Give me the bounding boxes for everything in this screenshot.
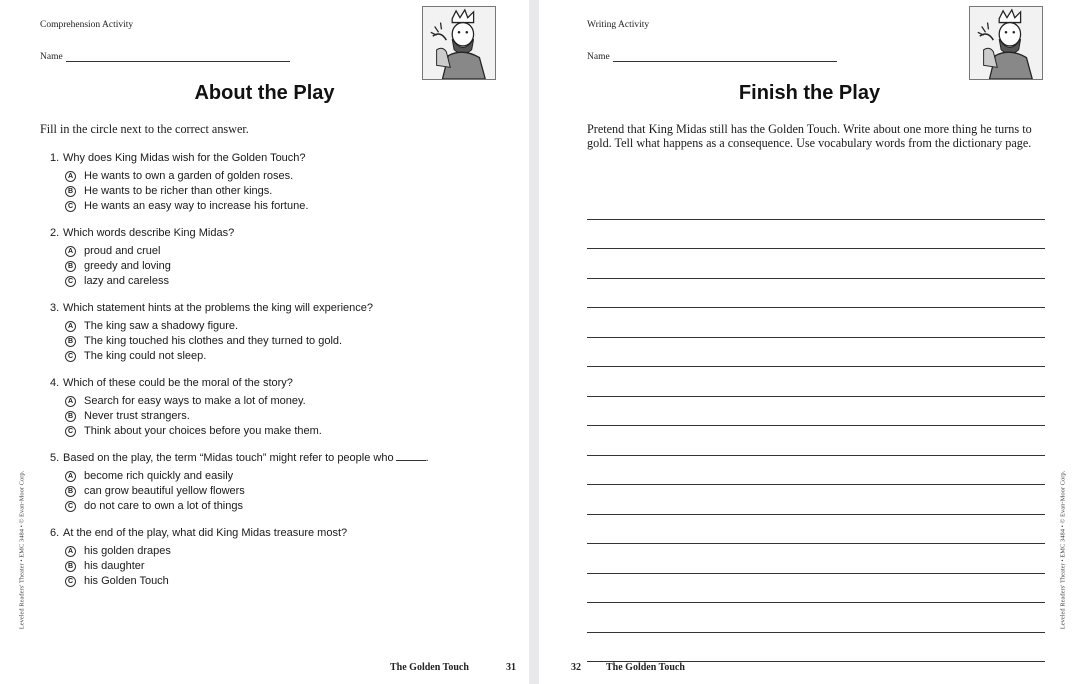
writing-line[interactable]	[587, 633, 1045, 663]
answer-option[interactable]	[50, 484, 510, 499]
name-row	[40, 52, 290, 62]
name-field[interactable]	[66, 53, 290, 62]
writing-line[interactable]	[587, 485, 1045, 515]
copyright-side-text: Leveled Readers' Theater • EMC 3484 • © Evan-Moor Corp.	[18, 470, 26, 630]
answer-option[interactable]	[50, 334, 510, 349]
writing-line[interactable]	[587, 367, 1045, 397]
answer-bubble[interactable]: A	[65, 546, 76, 557]
name-label: Name	[587, 52, 610, 62]
king-midas-illustration-icon	[422, 6, 496, 80]
answer-option[interactable]	[50, 424, 510, 439]
answer-option[interactable]	[50, 409, 510, 424]
question-list	[50, 151, 510, 601]
answer-option[interactable]	[50, 184, 510, 199]
answer-text: can grow beautiful yellow flowers	[84, 485, 245, 497]
writing-line[interactable]	[587, 338, 1045, 368]
answer-bubble[interactable]: B	[65, 486, 76, 497]
footer-title: The Golden Touch	[390, 662, 469, 673]
question-number: 5.	[50, 452, 60, 464]
page-title: About the Play	[194, 82, 335, 104]
left-page	[0, 0, 529, 684]
answer-bubble[interactable]: C	[65, 426, 76, 437]
answer-option[interactable]	[50, 244, 510, 259]
question-number: 6.	[50, 527, 60, 539]
instructions: Pretend that King Midas still has the Golden Touch. Write about one more thing he turns to gold. Tell what happens as a consequence. Use vocabulary words from the dictionary page.	[587, 122, 1032, 150]
answer-bubble[interactable]: B	[65, 186, 76, 197]
answer-bubble[interactable]: B	[65, 561, 76, 572]
name-row	[587, 52, 837, 62]
answer-text: lazy and careless	[84, 275, 169, 287]
answer-text: He wants to be richer than other kings.	[84, 185, 273, 197]
answer-bubble[interactable]: C	[65, 351, 76, 362]
question-number: 3.	[50, 302, 60, 314]
question-5	[50, 451, 510, 514]
question-number: 2.	[50, 227, 60, 239]
answer-bubble[interactable]: C	[65, 276, 76, 287]
copyright-side-text: Leveled Readers' Theater • EMC 3484 • © Evan-Moor Corp.	[1059, 470, 1067, 630]
writing-line[interactable]	[587, 249, 1045, 279]
question-text: Which statement hints at the problems the king will experience?	[63, 302, 373, 314]
answer-text: Think about your choices before you make them.	[84, 425, 322, 437]
answer-bubble[interactable]: B	[65, 261, 76, 272]
page-number: 31	[506, 662, 516, 673]
writing-line[interactable]	[587, 190, 1045, 220]
answer-text: The king touched his clothes and they turned to gold.	[84, 335, 343, 347]
answer-text: Search for easy ways to make a lot of money.	[84, 395, 306, 407]
answer-option[interactable]	[50, 574, 510, 589]
answer-bubble[interactable]: A	[65, 246, 76, 257]
question-6	[50, 526, 510, 589]
answer-option[interactable]	[50, 544, 510, 559]
answer-bubble[interactable]: B	[65, 336, 76, 347]
question-3	[50, 301, 510, 364]
answer-option[interactable]	[50, 169, 510, 184]
question-2	[50, 226, 510, 289]
answer-text: his golden drapes	[84, 545, 171, 557]
question-suffix: .	[425, 452, 429, 464]
writing-line[interactable]	[587, 279, 1045, 309]
question-number: 4.	[50, 377, 60, 389]
answer-option[interactable]	[50, 394, 510, 409]
answer-option[interactable]	[50, 499, 510, 514]
writing-line[interactable]	[587, 515, 1045, 545]
name-label: Name	[40, 52, 63, 62]
answer-bubble[interactable]: C	[65, 201, 76, 212]
answer-option[interactable]	[50, 259, 510, 274]
answer-text: his daughter	[84, 560, 145, 572]
question-1	[50, 151, 510, 214]
answer-text: The king could not sleep.	[84, 350, 207, 362]
writing-line[interactable]	[587, 544, 1045, 574]
writing-line[interactable]	[587, 456, 1045, 486]
answer-text: He wants to own a garden of golden roses.	[84, 170, 294, 182]
answer-option[interactable]	[50, 199, 510, 214]
question-text: Based on the play, the term “Midas touch” might refer to people who	[63, 452, 394, 464]
answer-text: become rich quickly and easily	[84, 470, 234, 482]
answer-blank	[396, 452, 426, 461]
question-text: Why does King Midas wish for the Golden Touch?	[63, 152, 306, 164]
answer-text: his Golden Touch	[84, 575, 169, 587]
answer-text: He wants an easy way to increase his fortune.	[84, 200, 309, 212]
answer-option[interactable]	[50, 349, 510, 364]
question-text: At the end of the play, what did King Midas treasure most?	[63, 527, 348, 539]
king-midas-illustration-icon	[969, 6, 1043, 80]
answer-bubble[interactable]: A	[65, 471, 76, 482]
answer-bubble[interactable]: A	[65, 171, 76, 182]
answer-bubble[interactable]: C	[65, 576, 76, 587]
answer-bubble[interactable]: A	[65, 396, 76, 407]
instructions: Fill in the circle next to the correct answer.	[40, 122, 249, 136]
question-text: Which words describe King Midas?	[63, 227, 235, 239]
answer-text: do not care to own a lot of things	[84, 500, 243, 512]
name-field[interactable]	[613, 53, 837, 62]
answer-bubble[interactable]: A	[65, 321, 76, 332]
page-title: Finish the Play	[738, 82, 881, 104]
answer-option[interactable]	[50, 319, 510, 334]
question-number: 1.	[50, 152, 60, 164]
activity-label: Writing Activity	[587, 20, 650, 30]
answer-option[interactable]	[50, 274, 510, 289]
answer-bubble[interactable]: B	[65, 411, 76, 422]
writing-line[interactable]	[587, 308, 1045, 338]
page-number: 32	[571, 662, 581, 673]
answer-option[interactable]	[50, 559, 510, 574]
answer-text: Never trust strangers.	[84, 410, 190, 422]
answer-text: The king saw a shadowy figure.	[84, 320, 239, 332]
answer-text: greedy and loving	[84, 260, 171, 272]
writing-line[interactable]	[587, 603, 1045, 633]
writing-line[interactable]	[587, 574, 1045, 604]
answer-text: proud and cruel	[84, 245, 161, 257]
answer-bubble[interactable]: C	[65, 501, 76, 512]
question-4	[50, 376, 510, 439]
writing-line[interactable]	[587, 220, 1045, 250]
question-text: Which of these could be the moral of the story?	[63, 377, 293, 389]
answer-option[interactable]	[50, 469, 510, 484]
writing-line[interactable]	[587, 397, 1045, 427]
footer-title: The Golden Touch	[606, 662, 685, 673]
activity-label: Comprehension Activity	[40, 20, 134, 30]
writing-lines[interactable]	[587, 190, 1045, 662]
writing-line[interactable]	[587, 426, 1045, 456]
